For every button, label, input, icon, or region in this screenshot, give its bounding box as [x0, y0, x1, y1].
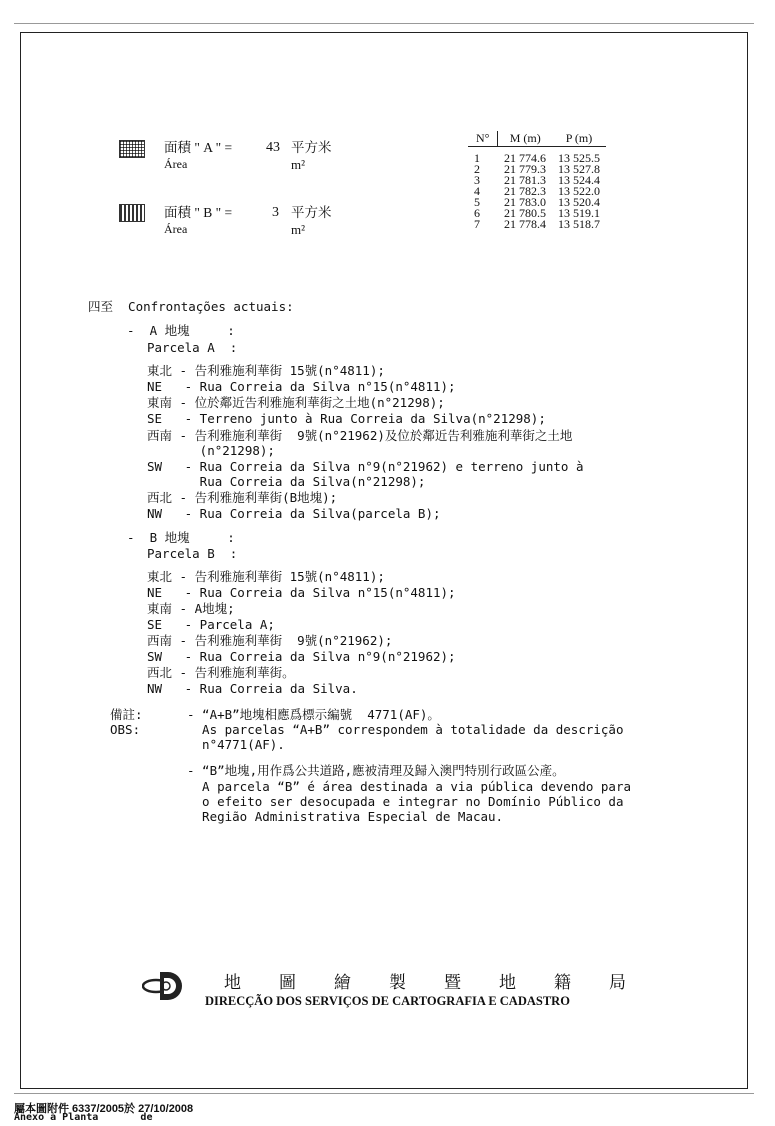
outer-border-top [14, 23, 754, 24]
obs-note-line: Região Administrativa Especial de Macau. [187, 809, 504, 824]
obs-note-line: n°4771(AF). [187, 737, 285, 752]
cell-m: 21 782.3 [503, 184, 546, 198]
parcel-a-line: (n°21298); [147, 443, 275, 458]
cell-no: 5 [474, 195, 480, 209]
col-header-p: P (m) [552, 131, 606, 147]
area-a-unit-m2: m² [291, 157, 306, 172]
area-b-unit-m2: m² [291, 222, 306, 237]
cell-p: 13 527.8 [557, 162, 600, 176]
parcel-a-line: 西南 - 告利雅施利華街 9號(n°21962)及位於鄰近告利雅施利華街之土地 [147, 428, 573, 443]
col-header-m: M (m) [498, 131, 552, 147]
cell-no: 6 [474, 206, 480, 220]
cell-p: 13 522.0 [557, 184, 600, 198]
parcel-b-title-pt: Parcela B : [147, 546, 238, 561]
area-b-pt-label: Área [164, 222, 188, 236]
cell-m: 21 779.3 [503, 162, 546, 176]
annex-note-cn: 屬本圖附件 6337/2005於 27/10/2008 [14, 1103, 194, 1115]
parcel-b-line: 西北 - 告利雅施利華街。 [147, 665, 295, 680]
parcel-b-line: SW - Rua Correia da Silva n°9(n°21962); [147, 649, 456, 664]
parcel-a-line: 東南 - 位於鄰近告利雅施利華街之土地(n°21298); [147, 395, 445, 410]
obs-note-line: - “A+B”地塊相應爲標示編號 4771(AF)。 [187, 707, 440, 722]
obs-note-line: - “B”地塊,用作爲公共道路,應被清理及歸入澳門特別行政區公產。 [187, 763, 565, 778]
parcel-b-line: NW - Rua Correia da Silva. [147, 681, 358, 696]
parcel-a-title-cn: - A 地塊 : [127, 323, 235, 338]
cell-p: 13 519.1 [557, 206, 600, 220]
confrontations-heading: 四至 Confrontações actuais: [88, 299, 294, 314]
parcel-b-title-cn: - B 地塊 : [127, 530, 235, 545]
area-a-cn-label: 面積 " A " = [164, 140, 233, 155]
cell-m: 21 778.4 [503, 217, 546, 231]
cell-no: 1 [474, 151, 480, 165]
parcel-a-line: SE - Terreno junto à Rua Correia da Silva(n°21298); [147, 411, 546, 426]
obs-label-pt: OBS: [110, 722, 141, 737]
outer-border-bottom [14, 1093, 754, 1094]
area-a-pt-label: Área [164, 157, 188, 171]
annex-note-pt: Anexo à Planta de [14, 1112, 153, 1123]
cell-p: 13 524.4 [557, 173, 600, 187]
area-b-unit-cn: 平方米 [291, 205, 332, 220]
cell-p: 13 525.5 [557, 151, 600, 165]
cell-p: 13 520.4 [557, 195, 600, 209]
col-header-no: N° [468, 131, 498, 147]
parcel-b-line: 東南 - A地塊; [147, 601, 235, 616]
parcel-a-line: 西北 - 告利雅施利華街(B地塊); [147, 490, 338, 505]
hatch-swatch-a [119, 140, 145, 158]
obs-note-line: A parcela “B” é área destinada a via pública devendo para [187, 779, 632, 794]
hatch-swatch-b [119, 204, 145, 222]
parcel-a-title-pt: Parcela A : [147, 340, 238, 355]
dscc-logo-icon [142, 968, 186, 1004]
cell-m: 21 780.5 [503, 206, 546, 220]
area-a-value: 43 [266, 140, 280, 155]
table-row [468, 219, 606, 230]
cell-no: 3 [474, 173, 480, 187]
obs-note-line: o efeito ser desocupada e integrar no Domínio Público da [187, 794, 624, 809]
parcel-a-line: Rua Correia da Silva(n°21298); [147, 474, 426, 489]
parcel-a-line: SW - Rua Correia da Silva n°9(n°21962) e terreno junto à [147, 459, 584, 474]
cell-m: 21 774.6 [503, 151, 546, 165]
parcel-b-line: 西南 - 告利雅施利華街 9號(n°21962); [147, 633, 393, 648]
page-frame [20, 32, 748, 1089]
obs-note-line: As parcelas “A+B” correspondem à totalidade da descrição [187, 722, 624, 737]
cell-no: 4 [474, 184, 480, 198]
parcel-b-line: NE - Rua Correia da Silva n°15(n°4811); [147, 585, 456, 600]
parcel-a-line: NW - Rua Correia da Silva(parcela B); [147, 506, 441, 521]
parcel-b-line: 東北 - 告利雅施利華街 15號(n°4811); [147, 569, 385, 584]
cell-m: 21 783.0 [503, 195, 546, 209]
cell-no: 2 [474, 162, 480, 176]
obs-label-cn: 備註: [110, 707, 143, 722]
cell-m: 21 781.3 [503, 173, 546, 187]
area-a-unit-cn: 平方米 [291, 140, 332, 155]
cell-p: 13 518.7 [557, 217, 600, 231]
coordinates-table [468, 131, 606, 230]
parcel-b-line: SE - Parcela A; [147, 617, 275, 632]
area-b-value: 3 [272, 205, 279, 220]
footer-institution-cn: 地圖繪製暨地籍局 [224, 973, 664, 993]
footer-institution-pt: DIRECÇÃO DOS SERVIÇOS DE CARTOGRAFIA E CADASTRO [205, 994, 570, 1008]
area-b-cn-label: 面積 " B " = [164, 205, 233, 220]
cell-no: 7 [474, 217, 480, 231]
parcel-a-line: NE - Rua Correia da Silva n°15(n°4811); [147, 379, 456, 394]
parcel-a-line: 東北 - 告利雅施利華街 15號(n°4811); [147, 363, 385, 378]
